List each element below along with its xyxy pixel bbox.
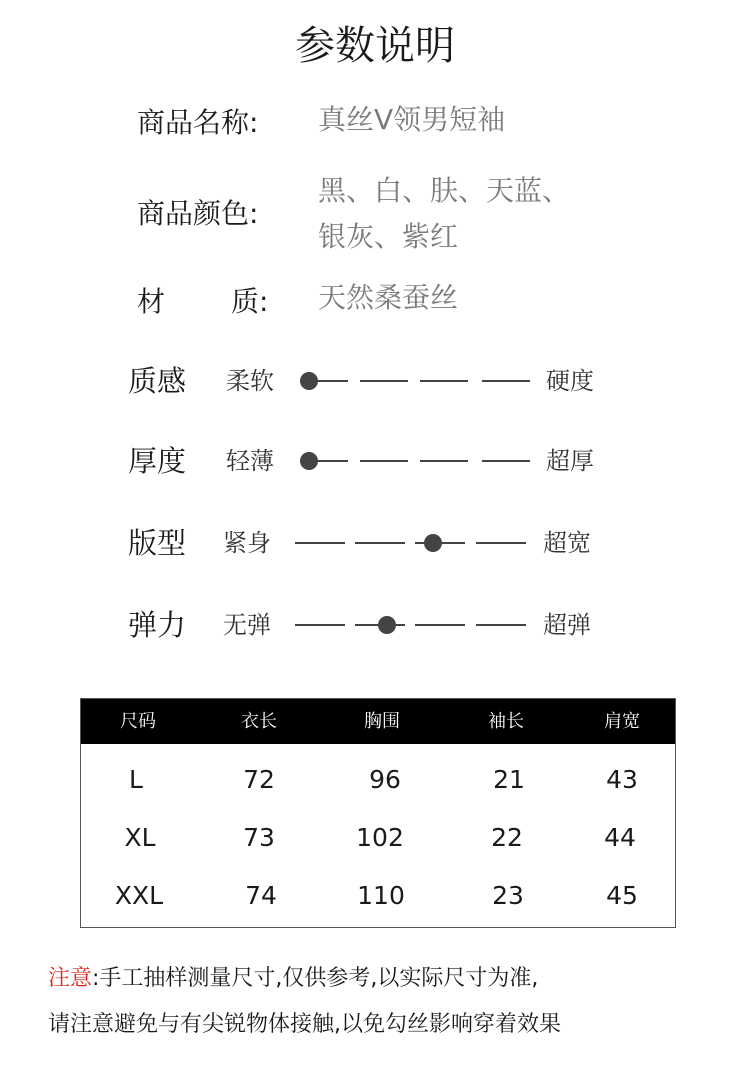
size-table-header bbox=[81, 699, 675, 744]
cell-size: XL bbox=[124, 823, 156, 852]
scale-segment bbox=[360, 460, 408, 462]
header-chest: 胸围 bbox=[364, 711, 400, 732]
page-title: 参数说明 bbox=[295, 23, 455, 69]
product-color-value-line1: 黑、白、肤、天蓝、 bbox=[318, 174, 571, 207]
size-table bbox=[80, 698, 676, 928]
scale-segment bbox=[482, 460, 530, 462]
scale-category: 厚度 bbox=[128, 444, 187, 478]
scale-segment bbox=[360, 380, 408, 382]
scale-row-thickness bbox=[0, 431, 750, 491]
cell-shoulder: 43 bbox=[606, 765, 638, 794]
scale-category: 版型 bbox=[128, 526, 187, 560]
note-line1 bbox=[48, 961, 538, 992]
scale-segment bbox=[420, 380, 468, 382]
cell-sleeve: 22 bbox=[491, 823, 523, 852]
scale-right-label: 超弹 bbox=[543, 611, 591, 639]
scale-indicator-dot bbox=[424, 534, 442, 552]
note-text-line2: 请注意避免与有尖锐物体接触,以免勾丝影响穿着效果 bbox=[48, 1012, 561, 1037]
material-value: 天然桑蚕丝 bbox=[318, 281, 459, 314]
cell-chest: 102 bbox=[356, 823, 404, 852]
scale-right-label: 超厚 bbox=[546, 447, 594, 475]
scale-right-label: 硬度 bbox=[546, 367, 594, 395]
scale-segment bbox=[476, 624, 526, 626]
scale-segment bbox=[415, 624, 465, 626]
scale-category: 质感 bbox=[128, 364, 187, 398]
header-size: 尺码 bbox=[120, 711, 156, 732]
scale-row-texture bbox=[0, 351, 750, 411]
product-color-value-line2: 银灰、紫红 bbox=[318, 220, 459, 253]
material-label-char2: 质: bbox=[231, 285, 269, 318]
header-shoulder: 肩宽 bbox=[604, 711, 640, 732]
scale-indicator-dot bbox=[300, 372, 318, 390]
product-name-value: 真丝V领男短袖 bbox=[318, 103, 506, 136]
cell-sleeve: 23 bbox=[492, 881, 524, 910]
material-label-char1: 材 bbox=[137, 285, 166, 318]
cell-chest: 96 bbox=[369, 765, 401, 794]
scale-segment bbox=[295, 624, 345, 626]
cell-length: 73 bbox=[243, 823, 275, 852]
note-label: 注意 bbox=[48, 966, 93, 991]
product-name-label: 商品名称: bbox=[137, 106, 259, 139]
scale-segment bbox=[295, 542, 345, 544]
cell-sleeve: 21 bbox=[493, 765, 525, 794]
cell-shoulder: 45 bbox=[606, 881, 638, 910]
scale-segment bbox=[420, 460, 468, 462]
cell-shoulder: 44 bbox=[604, 823, 636, 852]
scale-left-label: 紧身 bbox=[223, 529, 271, 557]
cell-size: XXL bbox=[114, 881, 164, 910]
product-color-label: 商品颜色: bbox=[137, 197, 259, 230]
scale-row-fit bbox=[0, 513, 750, 573]
cell-size: L bbox=[129, 765, 143, 794]
cell-length: 74 bbox=[245, 881, 277, 910]
scale-row-elasticity bbox=[0, 595, 750, 655]
scale-segment bbox=[482, 380, 530, 382]
note-text-line1: :手工抽样测量尺寸,仅供参考,以实际尺寸为准, bbox=[92, 966, 539, 991]
header-length: 衣长 bbox=[241, 711, 277, 732]
scale-category: 弹力 bbox=[128, 608, 187, 642]
scale-left-label: 无弹 bbox=[223, 611, 271, 639]
scale-right-label: 超宽 bbox=[543, 529, 591, 557]
cell-length: 72 bbox=[243, 765, 275, 794]
scale-indicator-dot bbox=[378, 616, 396, 634]
scale-left-label: 轻薄 bbox=[226, 447, 274, 475]
scale-segment bbox=[355, 542, 405, 544]
scale-left-label: 柔软 bbox=[226, 367, 274, 395]
scale-indicator-dot bbox=[300, 452, 318, 470]
scale-segment bbox=[476, 542, 526, 544]
header-sleeve: 袖长 bbox=[488, 711, 524, 732]
cell-chest: 110 bbox=[357, 881, 405, 910]
